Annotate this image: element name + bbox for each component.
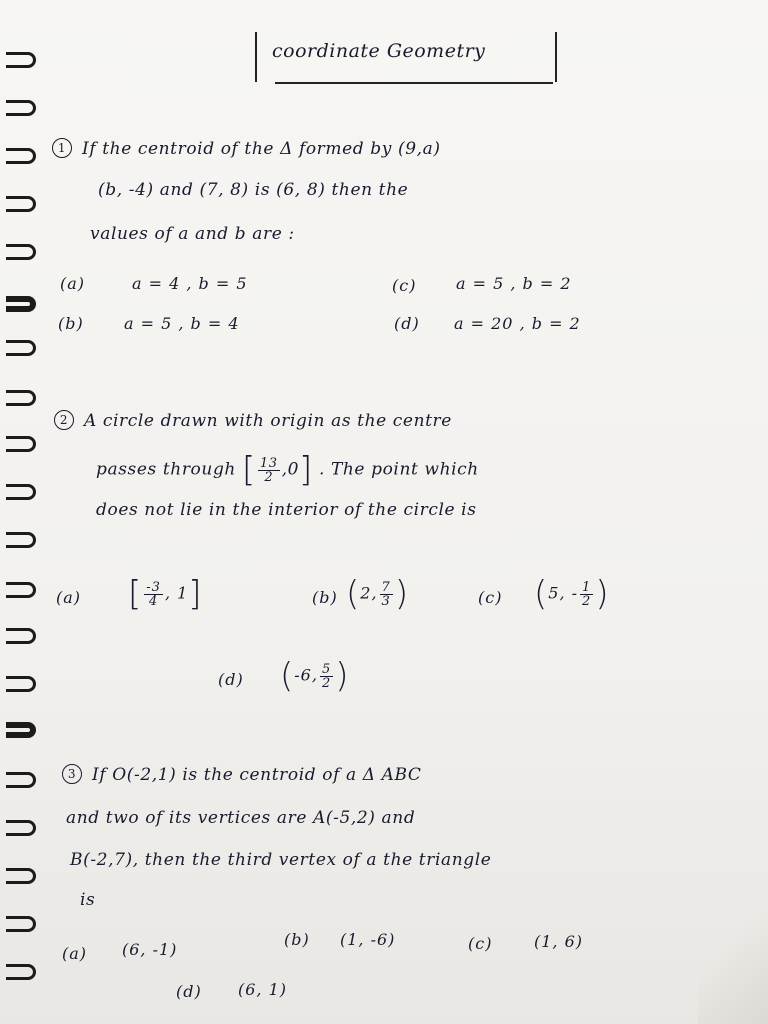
q3-option-d-label: (d) [176, 982, 202, 1001]
q3-option-b: (1, -6) [340, 930, 396, 949]
q3-option-b-label: (b) [284, 930, 310, 949]
q3-option-a-label: (a) [62, 944, 88, 963]
page-fold-shadow [698, 894, 768, 1024]
q3-number: 3 [62, 764, 82, 784]
spiral-ring [6, 772, 36, 788]
spiral-ring [6, 244, 36, 260]
spiral-ring [6, 532, 36, 548]
spiral-binding [0, 0, 48, 1024]
page-title: coordinate Geometry [272, 40, 486, 62]
q1-option-c-label: (c) [392, 276, 417, 295]
spiral-ring [6, 340, 36, 356]
spiral-ring [6, 52, 36, 68]
q1-option-a-label: (a) [60, 274, 86, 293]
spiral-ring [6, 436, 36, 452]
q1-option-d-label: (d) [394, 314, 420, 333]
q2-option-d-label: (d) [218, 670, 244, 689]
q2-option-a-label: (a) [56, 588, 82, 607]
q2-fraction: $\frac{13}{2}$ [259, 455, 278, 485]
q2-option-b-label: (b) [312, 588, 338, 607]
q1-line3: values of a and b are : [90, 224, 295, 244]
spiral-ring [6, 868, 36, 884]
q2-option-d: (-6, $\frac{5}{2}$ ) [280, 656, 350, 696]
q2-option-c-label: (c) [478, 588, 503, 607]
q2-option-b: (2, $\frac{7}{3}$ ) [346, 574, 410, 614]
q2-line1: 2 A circle drawn with origin as the centre [54, 410, 452, 431]
q2-line3: does not lie in the interior of the circle is [96, 500, 477, 520]
q1-line1: 1 If the centroid of the Δ formed by (9,a) [52, 138, 441, 159]
q3-option-c-label: (c) [468, 934, 493, 953]
spiral-ring [6, 820, 36, 836]
q1-option-d: a = 20 , b = 2 [454, 314, 581, 333]
spiral-ring [6, 964, 36, 980]
title-underline [275, 82, 553, 84]
q3-line4: is [80, 890, 96, 910]
q1-line2: (b, -4) and (7, 8) is (6, 8) then the [98, 180, 409, 200]
q1-option-a: a = 4 , b = 5 [132, 274, 248, 293]
q3-line3: B(-2,7), then the third vertex of a the triangle [70, 850, 492, 870]
q1-option-b: a = 5 , b = 4 [124, 314, 240, 333]
spiral-ring [6, 196, 36, 212]
spiral-ring [6, 296, 36, 312]
q3-line2: and two of its vertices are A(-5,2) and [66, 808, 416, 828]
spiral-ring [6, 582, 36, 598]
spiral-ring [6, 484, 36, 500]
spiral-ring [6, 390, 36, 406]
q2-number: 2 [54, 410, 74, 430]
q3-option-d: (6, 1) [238, 980, 288, 999]
q2-line2: passes through [ $\frac{13}{2}$ ,0] . The point which [96, 450, 479, 490]
q2-option-a: [ $\frac{-3}{4}$ , 1] [128, 574, 203, 614]
spiral-ring [6, 148, 36, 164]
q2-option-c: (5, - $\frac{1}{2}$ ) [534, 574, 610, 614]
spiral-ring [6, 916, 36, 932]
q3-option-c: (1, 6) [534, 932, 584, 951]
q1-option-b-label: (b) [58, 314, 84, 333]
q1-option-c: a = 5 , b = 2 [456, 274, 572, 293]
spiral-ring [6, 676, 36, 692]
spiral-ring [6, 722, 36, 738]
q3-option-a: (6, -1) [122, 940, 178, 959]
spiral-ring [6, 100, 36, 116]
spiral-ring [6, 628, 36, 644]
q1-number: 1 [52, 138, 72, 158]
q3-line1: 3 If O(-2,1) is the centroid of a Δ ABC [62, 764, 422, 785]
